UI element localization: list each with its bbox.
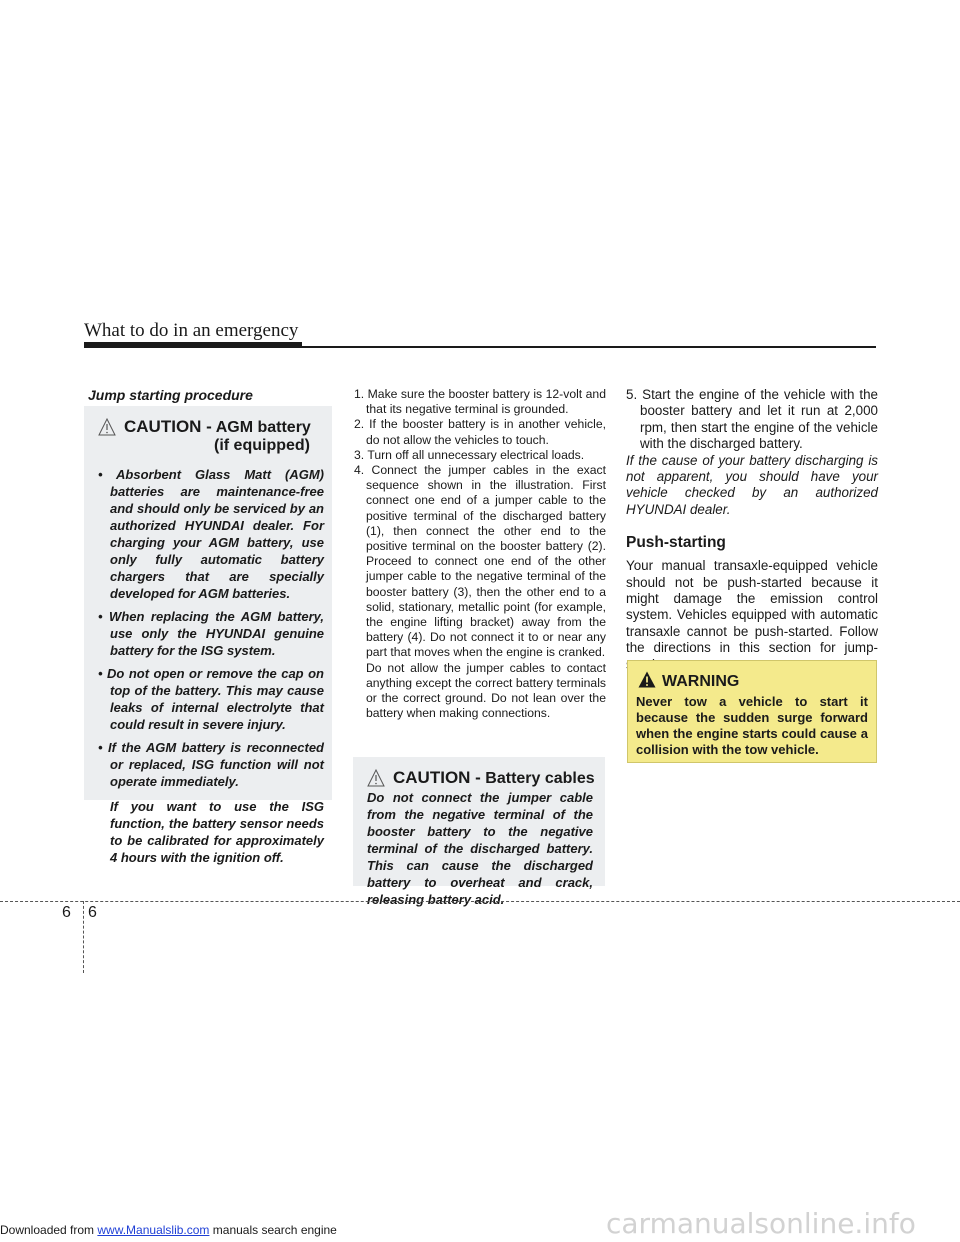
caution-label: CAUTION - [124, 417, 212, 436]
caution-agm-title-row [98, 418, 311, 455]
list-item: • When replacing the AGM battery, use only the HYUNDAI genuine battery for the ISG system. [98, 609, 324, 658]
footer-prefix: Downloaded from [0, 1223, 98, 1237]
footer-suffix: manuals search engine [209, 1223, 337, 1237]
warning-box [627, 660, 877, 763]
warning-text: Never tow a vehicle to start it because the sudden surge forward when the engine starts could cause a collision with the tow vehicle. [636, 694, 868, 757]
step-item: 2. If the booster battery is in another vehicle, do not allow the vehicles to touch. [354, 417, 606, 447]
step-item: 5. Start the engine of the vehicle with the booster battery and let it run at 2,000 rpm, then start the engine of the vehicle with the discharged battery. [626, 387, 878, 452]
caution-subject-line2: (if equipped) [214, 437, 310, 454]
warning-title-row [638, 671, 739, 693]
caution-subject: Battery cables [485, 770, 595, 787]
caution-agm-list [98, 466, 324, 872]
caution-battery-box [353, 757, 605, 907]
download-footer [0, 1223, 337, 1237]
section-heading: Jump starting procedure [88, 387, 253, 403]
right-column [626, 387, 878, 673]
chapter-number: 6 [62, 904, 71, 921]
caution-battery-title-row [367, 769, 595, 788]
caution-subject: AGM battery [215, 419, 311, 436]
step-note: Do not allow the jumper cables to contact anything except the correct battery terminals or the correct ground. Do not lean over the battery when making connections. [366, 660, 606, 721]
jump-start-steps [354, 387, 606, 721]
warning-triangle-icon [638, 671, 656, 693]
caution-label: CAUTION - [393, 768, 481, 787]
header-rule-thin [84, 346, 876, 348]
step-item: 1. Make sure the booster battery is 12-volt and that its negative terminal is grounded. [354, 387, 606, 417]
step5-note: If the cause of your battery discharging is not apparent, you should have your vehicle checked by an authorized HYUNDAI dealer. [626, 452, 878, 517]
page-header-title: What to do in an emergency [84, 320, 299, 341]
push-starting-heading: Push-starting [626, 534, 726, 552]
page-divider-horizontal [0, 901, 960, 902]
caution-battery-text: Do not connect the jumper cable from the negative terminal of the booster battery to the negative terminal of the discharged battery. This can cause the discharged battery to overheat and crack, releasing battery acid. [367, 790, 593, 907]
list-item: • Absorbent Glass Matt (AGM) batteries are maintenance-free and should only be serviced by an authorized HYUNDAI dealer. For charging your AGM battery, use only fully automatic battery chargers that are specially developed for AGM batteries. [98, 467, 324, 601]
page-number: 6 [88, 904, 97, 921]
push-starting-text: Your manual transaxle-equipped vehicle should not be push-started because it might damage the emission control system. Vehicles equipped with automatic transaxle cannot be push-started. Follow the directions in this section for jump- [626, 558, 878, 656]
page-divider-vertical [83, 901, 84, 973]
warning-title: WARNING [662, 673, 740, 690]
list-item: • If the AGM battery is reconnected or replaced, ISG function will not operate immediately. If you want to use the ISG function, the battery sensor needs to be calibrated for approximately 4 hours with the ignition off. [98, 740, 324, 865]
caution-agm-box [84, 406, 332, 865]
caution-triangle-icon [367, 769, 385, 787]
caution-agm-title [124, 418, 311, 455]
caution-triangle-icon [98, 418, 116, 436]
caution-battery-title [393, 769, 595, 788]
step-item: 3. Turn off all unnecessary electrical loads. [354, 447, 585, 462]
step-item: 4. Connect the jumper cables in the exact sequence shown in the illustration. First connect one end of a jumper cable to the positive terminal of the discharged battery (1), then connect the other end to the positive terminal on the booster battery (2). Proceed to connect one end of the other jumper cable to the negative terminal of the booster battery (3), then the other end to a solid, stationary, metallic point (for example, the engine lifting bracket) away from the battery (4). Do not connect it to or near any part that moves when the engine is cranked. [354, 463, 606, 660]
list-item-extra: If you want to use the ISG function, the battery sensor needs to be calibrated for approximately 4 hours with the ignition off. [110, 799, 324, 865]
watermark: carmanualsonline.info [606, 1207, 916, 1240]
list-item: • Do not open or remove the cap on top of the battery. This may cause leaks of internal electrolyte that could result in severe injury. [98, 666, 324, 732]
manualslib-link[interactable]: www.Manualslib.com [97, 1223, 210, 1237]
